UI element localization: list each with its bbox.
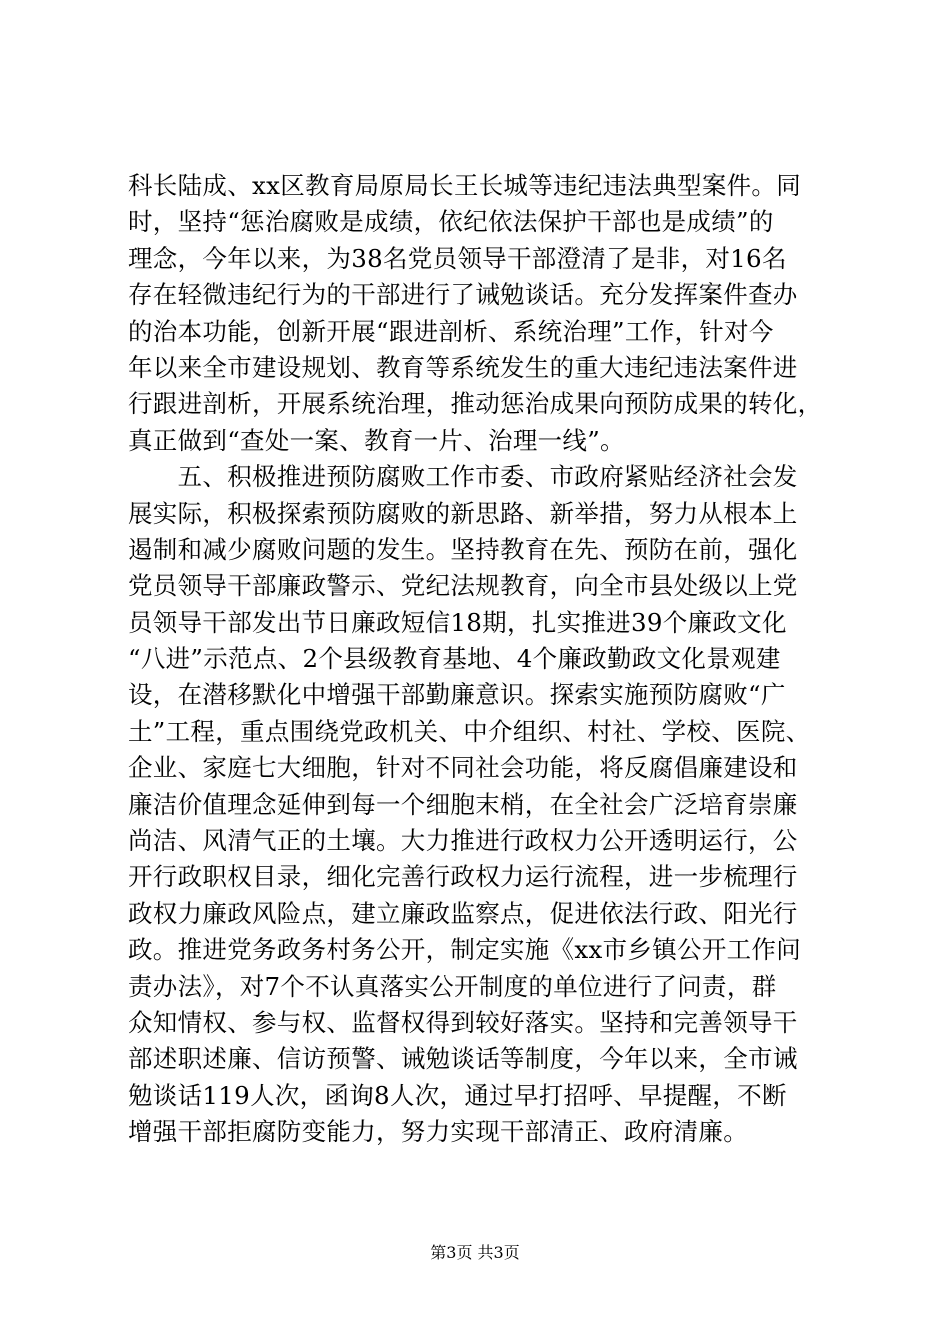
text-line: 科长陆成、xx区教育局原局长王长城等违纪违法典型案件。同 [128,171,802,200]
text-line: 真正做到“查处一案、教育一片、治理一线”。 [128,425,625,455]
text-line: 展实际，积极探索预防腐败的新思路、新举措，努力从根本上 [128,498,798,528]
text-line: 土”工程，重点围绕党政机关、中介组织、村社、学校、医院、 [128,716,811,746]
text-line: 廉洁价值理念延伸到每一个细胞末梢，在全社会广泛培育崇廉 [128,789,798,819]
text-line: 政权力廉政风险点，建立廉政监察点，促进依法行政、阳光行 [128,898,798,928]
text-line: 行跟进剖析，开展系统治理，推动惩治成果向预防成果的转化， [128,389,823,419]
text-line: 年以来全市建设规划、教育等系统发生的重大违纪违法案件进 [128,352,798,382]
text-line: 政。推进党务政务村务公开，制定实施《xx市乡镇公开工作问 [128,935,802,965]
text-line: 的治本功能，创新开展“跟进剖析、系统治理”工作，针对今 [128,316,774,346]
text-line: 企业、家庭七大细胞，针对不同社会功能，将反腐倡廉建设和 [128,753,798,783]
text-line: 理念，今年以来，为38名党员领导干部澄清了是非，对16名 [128,243,787,273]
text-line: 时，坚持“惩治腐败是成绩，依纪依法保护干部也是成绩”的 [128,207,774,237]
text-line: 责办法》，对7个不认真落实公开制度的单位进行了问责，群 [128,971,777,1001]
text-line: 设，在潜移默化中增强干部勤廉意识。探索实施预防腐败“广 [128,680,786,710]
text-line: 开行政职权目录，细化完善行政权力运行流程，进一步梳理行 [128,862,798,892]
text-line: 部述职述廉、信访预警、诫勉谈话等制度，今年以来，全市诫 [128,1044,798,1074]
text-line: 勉谈话119人次，函询8人次，通过早打招呼、早提醒，不断 [128,1080,787,1110]
text-line: 遏制和减少腐败问题的发生。坚持教育在先、预防在前，强化 [128,534,798,564]
text-line: 存在轻微违纪行为的干部进行了诫勉谈话。充分发挥案件查办 [128,280,798,310]
text-line: 众知情权、参与权、监督权得到较好落实。坚持和完善领导干 [128,1007,798,1037]
text-line: 五、积极推进预防腐败工作市委、市政府紧贴经济社会发 [128,462,798,492]
text-line: “八进”示范点、2个县级教育基地、4个廉政勤政文化景观建 [128,644,781,674]
body-text [128,168,828,1151]
text-line: 增强干部拒腐防变能力，努力实现干部清正、政府清廉。 [128,1117,748,1147]
page-number-footer: 第3页 共3页 [430,1243,520,1262]
text-line: 党员领导干部廉政警示、党纪法规教育，向全市县处级以上党 [128,571,798,601]
text-line: 员领导干部发出节日廉政短信18期，扎实推进39个廉政文化 [128,607,787,637]
text-line: 尚洁、风清气正的土壤。大力推进行政权力公开透明运行，公 [128,826,798,856]
